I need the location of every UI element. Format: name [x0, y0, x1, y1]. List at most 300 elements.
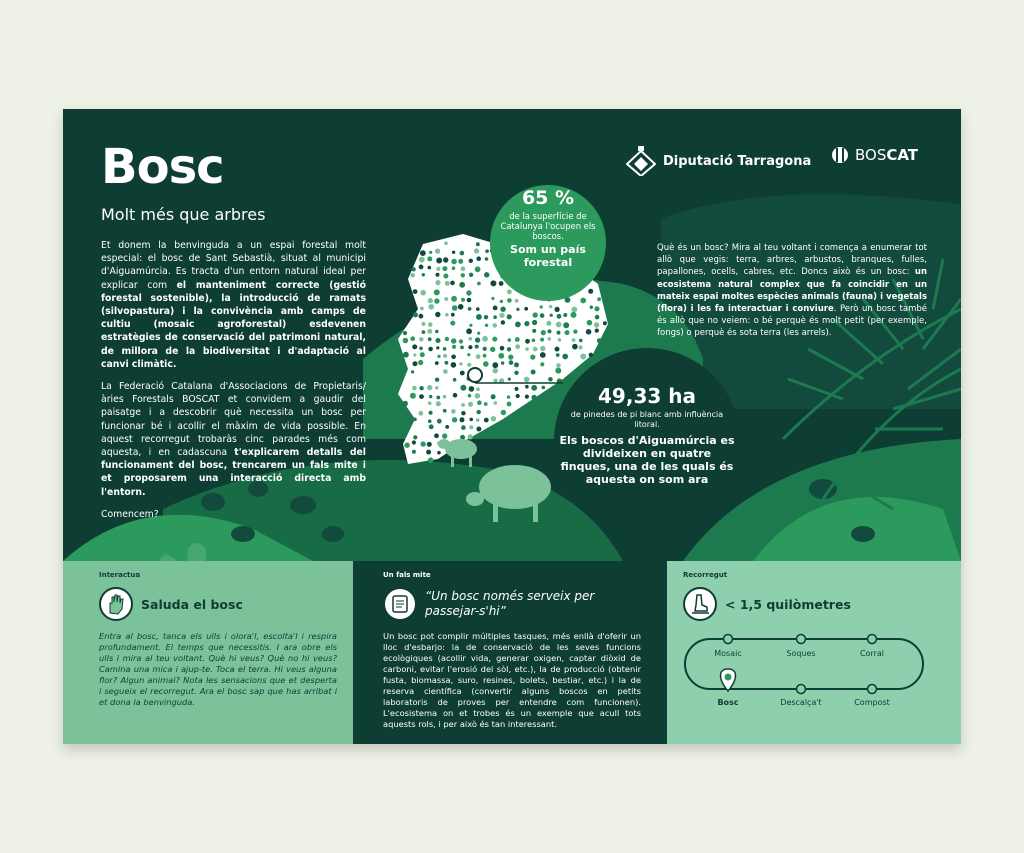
forest-dot — [443, 274, 448, 279]
forest-dot — [451, 259, 457, 265]
forest-dot — [443, 369, 448, 374]
forest-dot — [418, 360, 423, 365]
forest-dot — [562, 354, 568, 360]
forest-dot — [452, 417, 457, 422]
forest-dot — [579, 345, 583, 349]
forest-dot — [434, 433, 439, 438]
forest-dot — [428, 322, 433, 327]
forest-dot — [459, 339, 463, 343]
forest-dot — [477, 400, 482, 405]
forest-dot — [404, 443, 409, 448]
forest-dot — [548, 329, 552, 333]
forest-dot — [485, 249, 489, 253]
forest-dot — [515, 322, 521, 328]
location-pin-icon — [468, 368, 482, 382]
forest-dot — [452, 251, 455, 254]
forest-dot — [426, 450, 431, 455]
forest-dot — [525, 339, 530, 344]
forest-dot — [468, 345, 472, 349]
forest-dot — [587, 320, 593, 326]
forest-dot — [436, 396, 440, 400]
forest-dot — [533, 347, 538, 352]
forest-dot — [435, 330, 438, 333]
route-map — [667, 629, 961, 744]
forest-dot — [572, 338, 576, 342]
forest-dot — [476, 418, 480, 422]
forest-dot — [468, 307, 472, 311]
forest-dot — [515, 337, 520, 342]
forest-dot — [508, 378, 511, 381]
forest-dot — [490, 347, 495, 352]
forest-dot — [435, 280, 440, 285]
forest-dot — [548, 377, 553, 382]
forest-dot — [436, 346, 439, 349]
route-stop-descalca — [780, 685, 821, 708]
forest-dot — [476, 256, 481, 261]
forest-dot — [445, 337, 449, 341]
forest-dot — [477, 282, 481, 286]
forest-dot — [410, 393, 416, 399]
ecosystem-text: Què és un bosc? Mira al teu voltant i comença a enumerar tot allò que vegis: terra, arbres, arbustos, branques, fulles, papallones, ocells, cabres, etc. Doncs això és un bosc: un ecosistema natural complex que fa coincidir en un mateix espai moltes espècies animals (fauna) i vegetals (flora) i les fa interactuar i conviure. Però un bosc també és allò que no veiem: o bé perquè és molt petit (per exemple, fongs) o perquè és sota terra (les arrels). — [657, 243, 927, 339]
forest-dot — [586, 329, 592, 335]
forest-dot — [515, 344, 520, 349]
forest-dot — [436, 401, 441, 406]
forest-dot — [476, 314, 482, 320]
forest-dot — [445, 313, 449, 317]
forest-dot — [549, 305, 552, 308]
intro-paragraph-2: La Federació Catalana d'Associacions de Propietaris/àries Forestals BOSCAT et convidem a gaudir del paisatge i a descobrir què necessita un bosc per funcionar bé i acollir el màxim de vida possible. En aquest recorregut trobaràs cinc parades més com aquesta, i en cadascuna t'explicarem detalls del funcionament del bosc, trencarem un fals mite i et proposarem una interacció directa amb l'entorn. — [101, 381, 366, 498]
forest-dot — [556, 363, 561, 368]
forest-dot — [594, 322, 599, 327]
forest-dot — [436, 258, 442, 264]
forest-dot — [477, 332, 480, 335]
forest-dot — [429, 395, 432, 398]
forest-dot — [516, 308, 519, 311]
forest-dot — [494, 401, 498, 405]
forest-dot — [484, 272, 489, 277]
forest-dot — [491, 394, 496, 399]
forest-dot — [466, 290, 471, 295]
forest-dot — [428, 298, 433, 303]
forest-dot — [540, 338, 544, 342]
card-route — [667, 561, 961, 744]
forest-dot — [420, 250, 426, 256]
forest-dot — [435, 312, 440, 317]
forest-dot — [500, 307, 505, 312]
svg-text:Bosc: Bosc — [717, 698, 739, 707]
forest-dot — [492, 362, 498, 368]
forest-dot — [491, 416, 496, 421]
forest-dot — [476, 387, 480, 391]
forest-dot — [443, 347, 447, 351]
forest-dot — [507, 289, 512, 294]
forest-dot — [411, 267, 415, 271]
forest-dot — [475, 266, 481, 272]
forest-dot — [507, 395, 510, 398]
forest-dot — [403, 331, 407, 335]
card-myth — [367, 561, 657, 744]
boscat-emblem-icon — [831, 146, 849, 164]
forest-dot — [437, 451, 441, 455]
forest-dot — [485, 324, 488, 327]
forest-dot — [546, 321, 551, 326]
forest-dot — [412, 344, 417, 349]
forest-dot — [484, 418, 489, 423]
forest-dot — [595, 315, 600, 320]
forest-dot — [477, 410, 481, 414]
forest-dot — [507, 298, 512, 303]
forest-dot — [460, 251, 465, 256]
forest-dot — [410, 336, 415, 341]
forest-dot — [412, 440, 416, 444]
forest-dot — [444, 241, 448, 245]
forest-dot — [597, 297, 601, 301]
forest-dot — [452, 345, 456, 349]
scroll-icon — [383, 587, 417, 621]
forest-dot — [483, 361, 489, 367]
forest-dot — [516, 394, 520, 398]
forest-dot — [458, 259, 463, 264]
forest-dot — [429, 424, 434, 429]
forest-dot — [459, 362, 462, 365]
forest-dot — [476, 354, 481, 359]
forest-dot — [435, 249, 440, 254]
forest-dot — [550, 314, 553, 317]
forest-dot — [436, 338, 441, 343]
forest-dot — [413, 312, 418, 317]
forest-dot — [590, 306, 593, 309]
forest-dot — [580, 298, 586, 304]
forest-dot — [467, 353, 470, 356]
forest-dot — [493, 323, 498, 328]
forest-dot — [436, 267, 440, 271]
svg-text:Soques: Soques — [786, 649, 816, 658]
forest-dot — [555, 307, 560, 312]
forest-dot — [483, 347, 487, 351]
forest-dot — [445, 361, 449, 365]
forest-dot — [435, 386, 438, 389]
forest-dot — [501, 361, 504, 364]
info-panel — [63, 109, 961, 744]
forest-dot — [476, 427, 481, 432]
forest-dot — [499, 313, 504, 318]
forest-dot — [508, 355, 513, 360]
forest-dot — [595, 329, 599, 333]
forest-dot — [580, 354, 586, 360]
forest-dot — [461, 411, 465, 415]
logo-diputacio: Diputació Tarragona — [626, 146, 811, 176]
footprint-icon — [683, 587, 717, 621]
forest-dot — [434, 298, 439, 303]
forest-dot — [451, 313, 455, 317]
forest-dot — [482, 336, 488, 342]
card-route-title: < 1,5 quilòmetres — [725, 596, 851, 612]
forest-dot — [442, 266, 447, 271]
forest-dot — [429, 411, 433, 415]
forest-dot — [557, 314, 562, 319]
forest-dot — [453, 393, 458, 398]
card-route-label: Recorregut — [683, 571, 728, 579]
forest-dot — [437, 355, 440, 358]
svg-text:Compost: Compost — [854, 698, 890, 707]
logo-boscat: BOSCAT — [831, 146, 918, 164]
forest-dot — [476, 242, 480, 246]
forest-dot — [452, 305, 458, 311]
page-title: Bosc — [101, 139, 224, 195]
intro-paragraph-3: Comencem? — [101, 508, 159, 520]
intro-paragraph-1: Et donem la benvinguda a un espai forestal molt especial: el bosc de Sant Sebastià, situat al municipi d'Aiguamúrcia. Es tracta d'un entorn natural ideal per explicar com el manteniment correcte (gestió forestal sostenible), la introducció de ramats (silvopastura) i la convivència amb camps de cultiu (mosaic agroforestal) esdevenen estratègies de conservació del patrimoni natural, de millora de la biodiversitat i d'adaptació al canvi climàtic. — [101, 240, 366, 370]
forest-dot — [507, 347, 511, 351]
forest-dot — [419, 347, 423, 351]
forest-dot — [419, 386, 423, 390]
forest-dot — [458, 304, 464, 310]
forest-dot — [555, 368, 561, 374]
forest-dot — [540, 305, 543, 308]
forest-dot — [469, 386, 475, 392]
forest-dot — [572, 344, 578, 350]
forest-dot — [451, 355, 456, 360]
forest-dot — [563, 322, 569, 328]
forest-dot — [443, 354, 447, 358]
forest-dot — [515, 299, 519, 303]
forest-dot — [428, 266, 432, 270]
forest-dot — [524, 307, 528, 311]
forest-dot — [525, 347, 529, 351]
forest-dot — [419, 394, 424, 399]
forest-dot — [451, 362, 457, 368]
forest-dot — [402, 401, 408, 407]
card-interact-label: Interactua — [99, 571, 141, 579]
forest-dot — [442, 433, 447, 438]
forest-dot — [515, 387, 519, 391]
forest-dot — [475, 345, 479, 349]
forest-dot — [444, 297, 448, 301]
forest-dot — [483, 354, 487, 358]
forest-dot — [428, 419, 432, 423]
forest-dot — [435, 361, 439, 365]
forest-dot — [485, 257, 489, 261]
route-path — [685, 639, 923, 689]
forest-dot — [460, 417, 465, 422]
svg-text:Mosaic: Mosaic — [714, 649, 742, 658]
forest-dot — [427, 256, 432, 261]
forest-dot — [525, 395, 529, 399]
forest-dot — [445, 425, 449, 429]
forest-dot — [476, 307, 480, 311]
forest-dot — [412, 450, 416, 454]
forest-dot — [490, 280, 496, 286]
forest-dot — [461, 403, 465, 407]
forest-dot — [468, 434, 473, 439]
forest-dot — [484, 315, 488, 319]
forest-dot — [501, 320, 505, 324]
hand-icon — [99, 587, 133, 621]
forest-dot — [514, 371, 518, 375]
forest-dot — [451, 296, 457, 302]
forest-dot — [500, 300, 503, 303]
forest-dot — [443, 409, 447, 413]
forest-dot — [475, 393, 480, 398]
forest-dot — [579, 339, 583, 343]
forest-dot — [421, 322, 425, 326]
forest-dot — [532, 320, 537, 325]
forest-dot — [493, 306, 498, 311]
forest-dot — [597, 338, 602, 343]
forest-dot — [419, 337, 423, 341]
stat-forest: 65 % de la superfície de Catalunya l'ocupen els boscos. Som un país forestal — [500, 187, 596, 269]
forest-dot — [413, 418, 417, 422]
forest-dot — [452, 266, 456, 270]
forest-dot — [410, 273, 415, 278]
forest-dot — [413, 361, 418, 366]
card-interact-text: Entra al bosc, tanca els ulls i olora'l, escolta'l i respira profundament. El temps que necessitis. I ara obre els ulls i mira al teu voltant. Què hi veus? Què no hi veus? Camina una mica i ajup-te. Toca el terra. Hi veus alguna flor? Algun animal? Nota les sensacions que et desperta i segueix el recorregut. Ara el bosc sap que has arribat i et dona la benvinguda. — [99, 631, 337, 707]
forest-dot — [429, 251, 432, 254]
forest-dot — [594, 306, 599, 311]
forest-dot — [461, 273, 465, 277]
forest-dot — [493, 368, 498, 373]
forest-dot — [468, 394, 472, 398]
forest-dot — [500, 346, 505, 351]
forest-dot — [531, 395, 536, 400]
forest-dot — [460, 371, 465, 376]
forest-dot — [555, 347, 560, 352]
forest-dot — [413, 289, 418, 294]
forest-dot — [451, 338, 456, 343]
diputacio-emblem-icon — [626, 146, 656, 176]
forest-dot — [469, 425, 473, 429]
forest-dot — [541, 330, 546, 335]
forest-dot — [524, 377, 530, 383]
forest-dot — [421, 441, 426, 446]
page-subtitle: Molt més que arbres — [101, 205, 266, 224]
forest-dot — [588, 289, 593, 294]
forest-dot — [556, 353, 560, 357]
forest-dot — [469, 337, 473, 341]
forest-dot — [542, 386, 546, 390]
forest-dot — [418, 411, 423, 416]
forest-dot — [451, 409, 456, 414]
forest-dot — [540, 313, 545, 318]
forest-dot — [435, 378, 439, 382]
forest-dot — [565, 330, 570, 335]
card-myth-title: “Un bosc només serveix per passejar-s'hi” — [425, 589, 595, 618]
forest-dot — [493, 379, 497, 383]
card-myth-label: Un fals mite — [383, 571, 431, 579]
forest-dot — [420, 307, 424, 311]
card-myth-text: Un bosc pot complir múltiples tasques, més enllà d'oferir un lloc d'esbarjo: la de conservació de les seves funcions ecològiques (acollir vida, generar oxigen, captar diòxid de carboni, evitar l'erosió del sòl, etc.), la de producció (obtenir fusta, biomassa, suro, resines, bolets, bestiar, etc.) i la de reserva científica (convertir alguns boscos en petits laboratoris de proves per entendre com funcionen). L'ecosistema on et trobes és un exemple que acull tots aquests rols, i per això és tan interessant. — [383, 631, 641, 729]
forest-dot — [501, 410, 506, 415]
forest-dot — [571, 312, 577, 318]
forest-dot — [445, 281, 450, 286]
forest-dot — [548, 337, 552, 341]
forest-dot — [469, 273, 473, 277]
svg-text:Corral: Corral — [859, 649, 885, 658]
forest-dot — [428, 347, 433, 352]
forest-dot — [413, 435, 417, 439]
forest-dot — [563, 313, 567, 317]
forest-dot — [413, 353, 416, 356]
forest-dot — [443, 257, 448, 262]
forest-dot — [420, 290, 426, 296]
forest-dot — [507, 314, 512, 319]
forest-dot — [453, 378, 457, 382]
forest-dot — [532, 339, 536, 343]
forest-dot — [419, 314, 424, 319]
forest-dot — [403, 352, 409, 358]
forest-dot — [492, 337, 497, 342]
forest-dot — [507, 402, 512, 407]
forest-dot — [429, 304, 435, 310]
forest-dot — [411, 370, 414, 373]
forest-dot — [420, 352, 425, 357]
forest-dot — [428, 337, 432, 341]
forest-dot — [540, 362, 544, 366]
svg-text:Descalça't: Descalça't — [780, 698, 822, 707]
forest-dot — [437, 419, 442, 424]
forest-dot — [467, 363, 471, 367]
forest-dot — [509, 360, 514, 365]
forest-dot — [589, 353, 594, 358]
forest-dot — [450, 321, 455, 326]
forest-dot — [469, 259, 473, 263]
forest-dot — [533, 312, 538, 317]
forest-dot — [498, 353, 504, 359]
forest-dot — [474, 248, 479, 253]
forest-dot — [514, 362, 519, 367]
forest-dot — [460, 385, 466, 391]
forest-dot — [540, 346, 545, 351]
forest-dot — [422, 273, 425, 276]
forest-dot — [468, 402, 473, 407]
forest-dot — [467, 298, 472, 303]
forest-dot — [460, 346, 464, 350]
forest-dot — [499, 281, 504, 286]
forest-dot — [532, 329, 536, 333]
forest-dot — [491, 297, 494, 300]
forest-dot — [557, 331, 561, 335]
forest-dot — [443, 395, 447, 399]
forest-dot — [540, 352, 546, 358]
forest-dot — [525, 385, 529, 389]
intro-text — [101, 239, 366, 530]
card-interact-title: Saluda el bosc — [141, 596, 243, 612]
forest-dot — [475, 337, 480, 342]
card-interact — [63, 561, 353, 744]
forest-dot — [427, 442, 432, 447]
forest-dot — [556, 322, 562, 328]
forest-dot — [422, 330, 426, 334]
forest-dot — [461, 298, 465, 302]
forest-dot — [412, 386, 417, 391]
forest-dot — [461, 266, 466, 271]
forest-dot — [484, 402, 488, 406]
forest-dot — [427, 385, 432, 390]
forest-dot — [524, 321, 529, 326]
forest-dot — [434, 289, 440, 295]
forest-dot — [419, 257, 425, 263]
forest-dot — [461, 425, 466, 430]
forest-dot — [436, 273, 440, 277]
forest-dot — [469, 418, 473, 422]
forest-dot — [508, 338, 512, 342]
stat-area: 49,33 ha de pinedes de pi blanc amb influència litoral. Els boscos d'Aiguamúrcia es divideixen en quatre finques, una de les quals és aquesta on som ara — [559, 384, 735, 486]
forest-dot — [419, 265, 424, 270]
forest-dot — [450, 281, 455, 286]
forest-dot — [493, 315, 497, 319]
forest-dot — [403, 338, 409, 344]
forest-dot — [571, 307, 577, 313]
forest-dot — [558, 338, 562, 342]
